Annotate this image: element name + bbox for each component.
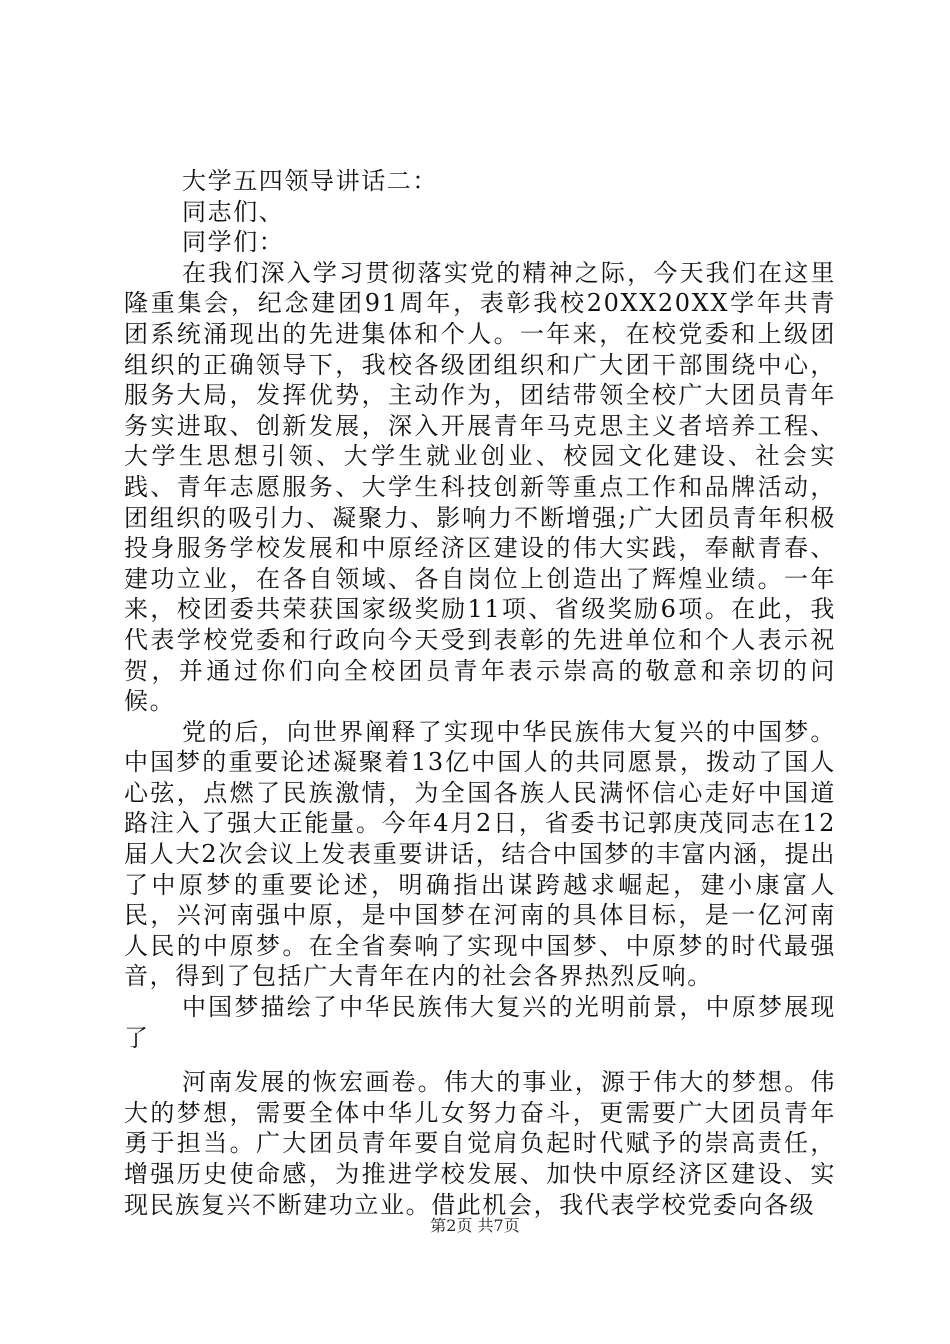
paragraph-3: 中国梦描绘了中华民族伟大复兴的光明前景，中原梦展现了 bbox=[124, 993, 836, 1052]
salutation-students: 同学们： bbox=[182, 228, 285, 257]
speech-title: 大学五四领导讲话二： bbox=[182, 167, 438, 195]
page-footer: 第2页 共7页 bbox=[430, 1216, 520, 1235]
salutation-comrades: 同志们、 bbox=[182, 197, 285, 226]
paragraph-2: 党的后，向世界阐释了实现中华民族伟大复兴的中国梦。中国梦的重要论述凝聚着13亿中国人的共同愿景，拨动了国人心弦，点燃了民族激情，为全国各族人民满怀信心走好中国道路注入了强大正能量。今年4月2日，省委书记郭庚茂同志在12届人大2次会议上发表重要讲话，结合中国梦的丰富内涵，提出了中原梦的重要论述，明确指出谋跨越求崛起，建小康富人民，兴河南强中原，是中国梦在河南的具体目标，是一亿河南人民的中原梦。在全省奏响了实现中国梦、中原梦的时代最强音，得到了包括广大青年在内的社会各界热烈反响。 bbox=[124, 717, 836, 991]
paragraph-1: 在我们深入学习贯彻落实党的精神之际，今天我们在这里隆重集会，纪念建团91周年，表彰我校20XX20XX学年共青团系统涌现出的先进集体和个人。一年来，在校党委和上级团组织的正确领导下，我校各级团组织和广大团干部围绕中心，服务大局，发挥优势，主动作为，团结带领全校广大团员青年务实进取、创新发展，深入开展青年马克思主义者培养工程、大学生思想引领、大学生就业创业、校园文化建设、社会实践、青年志愿服务、大学生科技创新等重点工作和品牌活动，团组织的吸引力、凝聚力、影响力不断增强;广大团员青年积极投身服务学校发展和中原经济区建设的伟大实践，奉献青春、建功立业，在各自领域、各自岗位上创造出了辉煌业绩。一年来，校团委共荣获国家级奖励11项、省级奖励6项。在此，我代表学校党委和行政向今天受到表彰的先进单位和个人表示祝贺，并通过你们向全校团员青年表示崇高的敬意和亲切的问候。 bbox=[124, 258, 836, 716]
document-body bbox=[124, 166, 836, 1220]
paragraph-4: 河南发展的恢宏画卷。伟大的事业，源于伟大的梦想。伟大的梦想，需要全体中华儿女努力奋斗，更需要广大团员青年勇于担当。广大团员青年要自觉肩负起时代赋予的崇高责任，增强历史使命感，为推进学校发展、加快中原经济区建设、实现民族复兴不断建功立业。借此机会，我代表学校党委向各级 bbox=[124, 1068, 836, 1219]
